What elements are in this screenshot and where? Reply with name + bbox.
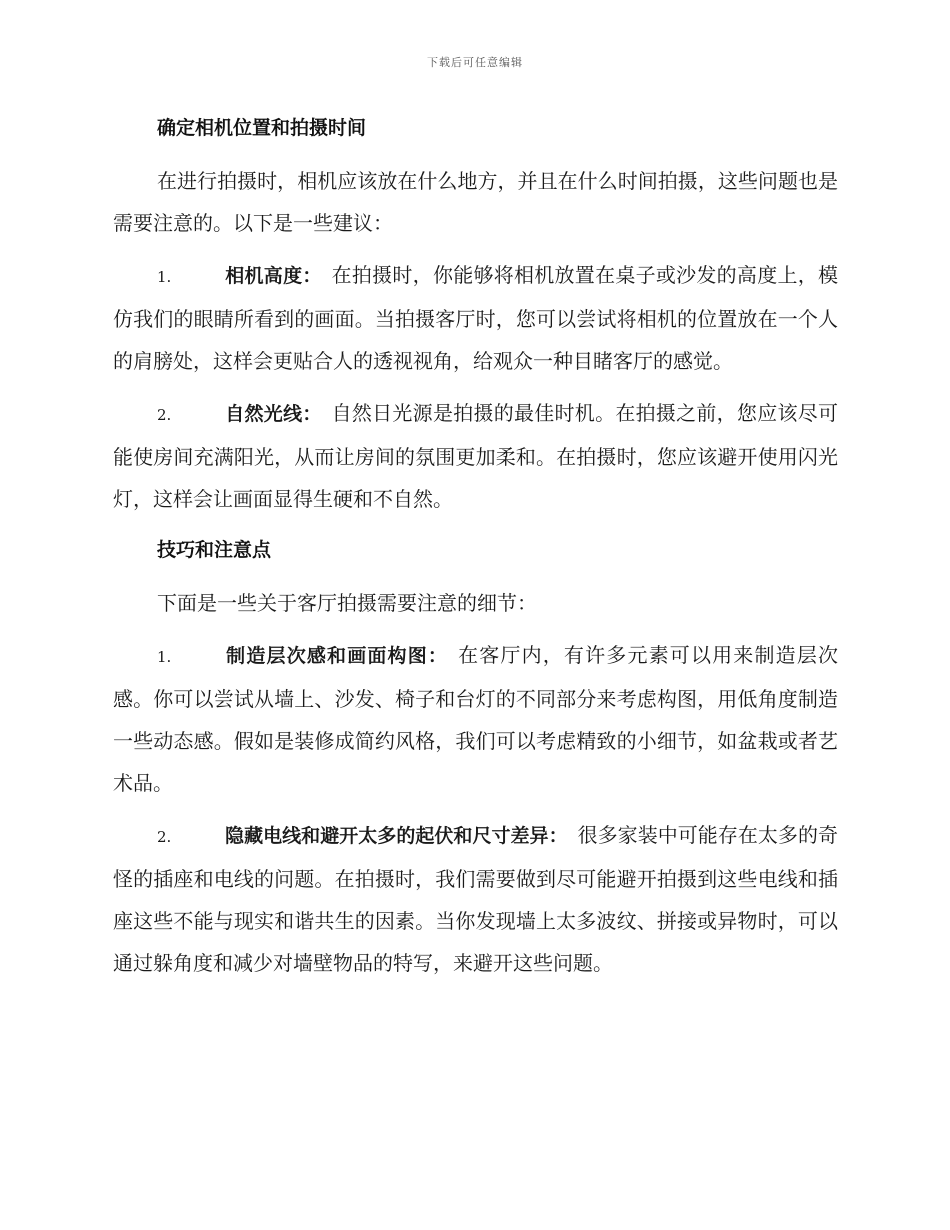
list-item-number: 1. [157,268,172,286]
list-item [113,634,838,804]
list-item-text: 很多家装中可能存在太多的奇怪的插座和电线的问题。在拍摄时，我们需要做到尽可能避开拍摄到这些电线和插座这些不能与现实和谐共生的因素。当你发现墙上太多波纹、拼接或异物时，可以通过躲角度和减少对墙壁物品的特写，来避开这些问题。 [113,823,838,975]
section-camera-position [113,108,838,520]
list-item-label: 自然光线： [225,403,322,425]
section-heading: 技巧和注意点 [157,539,272,561]
section-heading: 确定相机位置和拍摄时间 [157,117,367,139]
list-item [113,814,838,984]
list-item-label: 隐藏电线和避开太多的起伏和尺寸差异： [225,825,568,847]
list-item-label: 相机高度： [225,265,322,287]
section-intro: 下面是一些关于客厅拍摄需要注意的细节： [157,591,537,615]
section-tips [113,530,838,984]
list-item-number: 2. [157,406,172,424]
list-item-text: 自然日光源是拍摄的最佳时机。在拍摄之前，您应该尽可能使房间充满阳光，从而让房间的氛围更加柔和。在拍摄时，您应该避开使用闪光灯，这样会让画面显得生硬和不自然。 [113,401,838,511]
list-item-text: 在客厅内，有许多元素可以用来制造层次感。你可以尝试从墙上、沙发、椅子和台灯的不同部分来考虑构图，用低角度制造一些动态感。假如是装修成简约风格，我们可以考虑精致的小细节，如盆栽或者艺术品。 [113,643,838,795]
list-item-text: 在拍摄时，你能够将相机放置在桌子或沙发的高度上，模仿我们的眼睛所看到的画面。当拍摄客厅时，您可以尝试将相机的位置放在一个人的肩膀处，这样会更贴合人的透视视角，给观众一种目睹客厅的感觉。 [113,263,838,373]
list-item [113,392,838,520]
list-item-number: 2. [157,828,172,846]
document-body [113,108,838,994]
list-item-number: 1. [157,648,172,666]
section-intro: 在进行拍摄时，相机应该放在什么地方，并且在什么时间拍摄，这些问题也是需要注意的。以下是一些建议： [113,169,838,235]
list-item [113,254,838,382]
page-header: 下载后可任意编辑 [427,56,523,69]
list-item-label: 制造层次感和画面构图： [225,645,449,667]
